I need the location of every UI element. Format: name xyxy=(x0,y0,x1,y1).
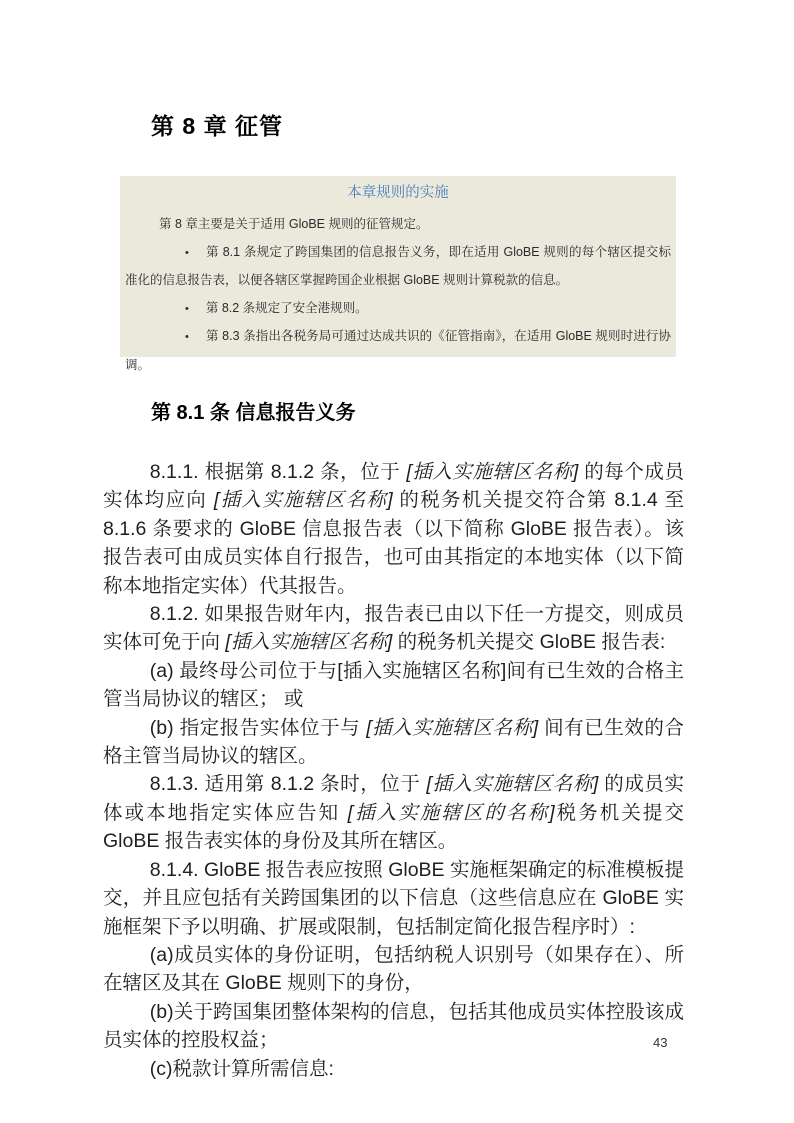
body-paragraph xyxy=(103,1055,684,1083)
bullet-icon: • xyxy=(185,331,189,343)
paragraph-text: 8.1.2. 如果报告财年内，报告表已由以下任一方提交，则成员实体可免于向 xyxy=(103,603,684,654)
placeholder-jurisdiction-text: [插入实施辖区名称] xyxy=(426,773,599,796)
body-paragraph xyxy=(103,600,684,657)
chapter-summary-box xyxy=(120,176,676,372)
paragraph-text: 的税务机关提交符合第 8.1.4 至 8.1.6 条要求的 GloBE 信息报告表（以下简称 GloBE 报告表）。该报告表可由成员实体自行报告，也可由其指定的本地实体（以下简称本地指定实体）代其报告。 xyxy=(103,489,684,597)
paragraph-text: 8.1.1. 根据第 8.1.2 条，位于 xyxy=(149,461,407,483)
placeholder-jurisdiction-text: [插入实施辖区名称] xyxy=(366,716,539,739)
placeholder-jurisdiction-text: [插入实施辖区名称] xyxy=(225,631,393,654)
summary-box-bullet-list xyxy=(125,239,671,380)
paragraph-text: 的成员实体或本地指定实体应告知 xyxy=(103,773,685,824)
summary-bullet xyxy=(125,295,671,324)
paragraph-text: (a) 最终母公司位于与[插入实施辖区名称]间有已生效的合格主管当局协议的辖区； 或 xyxy=(103,659,684,711)
paragraph-text: 的每个成员实体均应向 xyxy=(103,461,684,512)
summary-bullet-text: 第 8.3 条指出各税务局可通过达成共识的《征管指南》，在适用 GloBE 规则时进行协调。 xyxy=(125,329,671,372)
body-paragraph xyxy=(103,941,684,998)
chapter-title: 第 8 章 征管 xyxy=(151,113,283,139)
paragraph-text: 的税务机关提交 GloBE 报告表: xyxy=(392,631,666,654)
paragraph-text: 间有已生效的合格主管当局协议的辖区。 xyxy=(103,716,685,768)
body-paragraph xyxy=(103,856,684,941)
paragraph-text: (b)关于跨国集团整体架构的信息，包括其他成员实体控股该成员实体的控股权益； xyxy=(103,1000,684,1052)
summary-bullet xyxy=(125,323,671,379)
section-heading: 第 8.1 条 信息报告义务 xyxy=(151,402,356,424)
paragraph-text: (a)成员实体的身份证明，包括纳税人识别号（如果存在）、所在辖区及其在 GloBE 规则下的身份， xyxy=(103,943,684,995)
placeholder-jurisdiction-text: [插入实施辖区名称] xyxy=(406,461,579,483)
paragraph-text: 8.1.3. 适用第 8.1.2 条时，位于 xyxy=(149,773,427,796)
placeholder-jurisdiction-text: [插入实施辖区名称] xyxy=(213,489,393,512)
body-paragraph xyxy=(103,657,684,714)
body-paragraph xyxy=(103,998,684,1055)
summary-bullet xyxy=(125,239,671,295)
summary-bullet-text: 第 8.1 条规定了跨国集团的信息报告义务，即在适用 GloBE 规则的每个辖区提交标准化的信息报告表，以便各辖区掌握跨国企业根据 GloBE 规则计算税款的信息。 xyxy=(125,244,671,287)
summary-box-title: 本章规则的实施 xyxy=(347,185,449,201)
paragraph-text: 税务机关提交 GloBE 报告表实体的身份及其所在辖区。 xyxy=(103,801,684,853)
body-paragraph xyxy=(103,770,684,855)
page-number: 43 xyxy=(653,1035,668,1050)
bullet-icon: • xyxy=(185,246,189,259)
article-body xyxy=(103,458,684,1083)
summary-box-intro: 第 8 章主要是关于适用 GloBE 规则的征管规定。 xyxy=(159,217,429,231)
body-paragraph xyxy=(103,714,684,771)
body-paragraph xyxy=(103,458,684,600)
paragraph-text: 8.1.4. GloBE 报告表应按照 GloBE 实施框架确定的标准模板提交，并且应包括有关跨国集团的以下信息（这些信息应在 GloBE 实施框架下予以明确、扩展或限制，包括制定简化报告程序时）: xyxy=(103,858,684,938)
paragraph-text: (b) 指定报告实体位于与 xyxy=(149,716,367,739)
placeholder-jurisdiction-text: [插入实施辖区的名称] xyxy=(347,801,555,824)
paragraph-text: (c)税款计算所需信息: xyxy=(149,1057,334,1080)
bullet-icon: • xyxy=(185,302,189,315)
summary-bullet-text: 第 8.2 条规定了安全港规则。 xyxy=(205,300,368,315)
